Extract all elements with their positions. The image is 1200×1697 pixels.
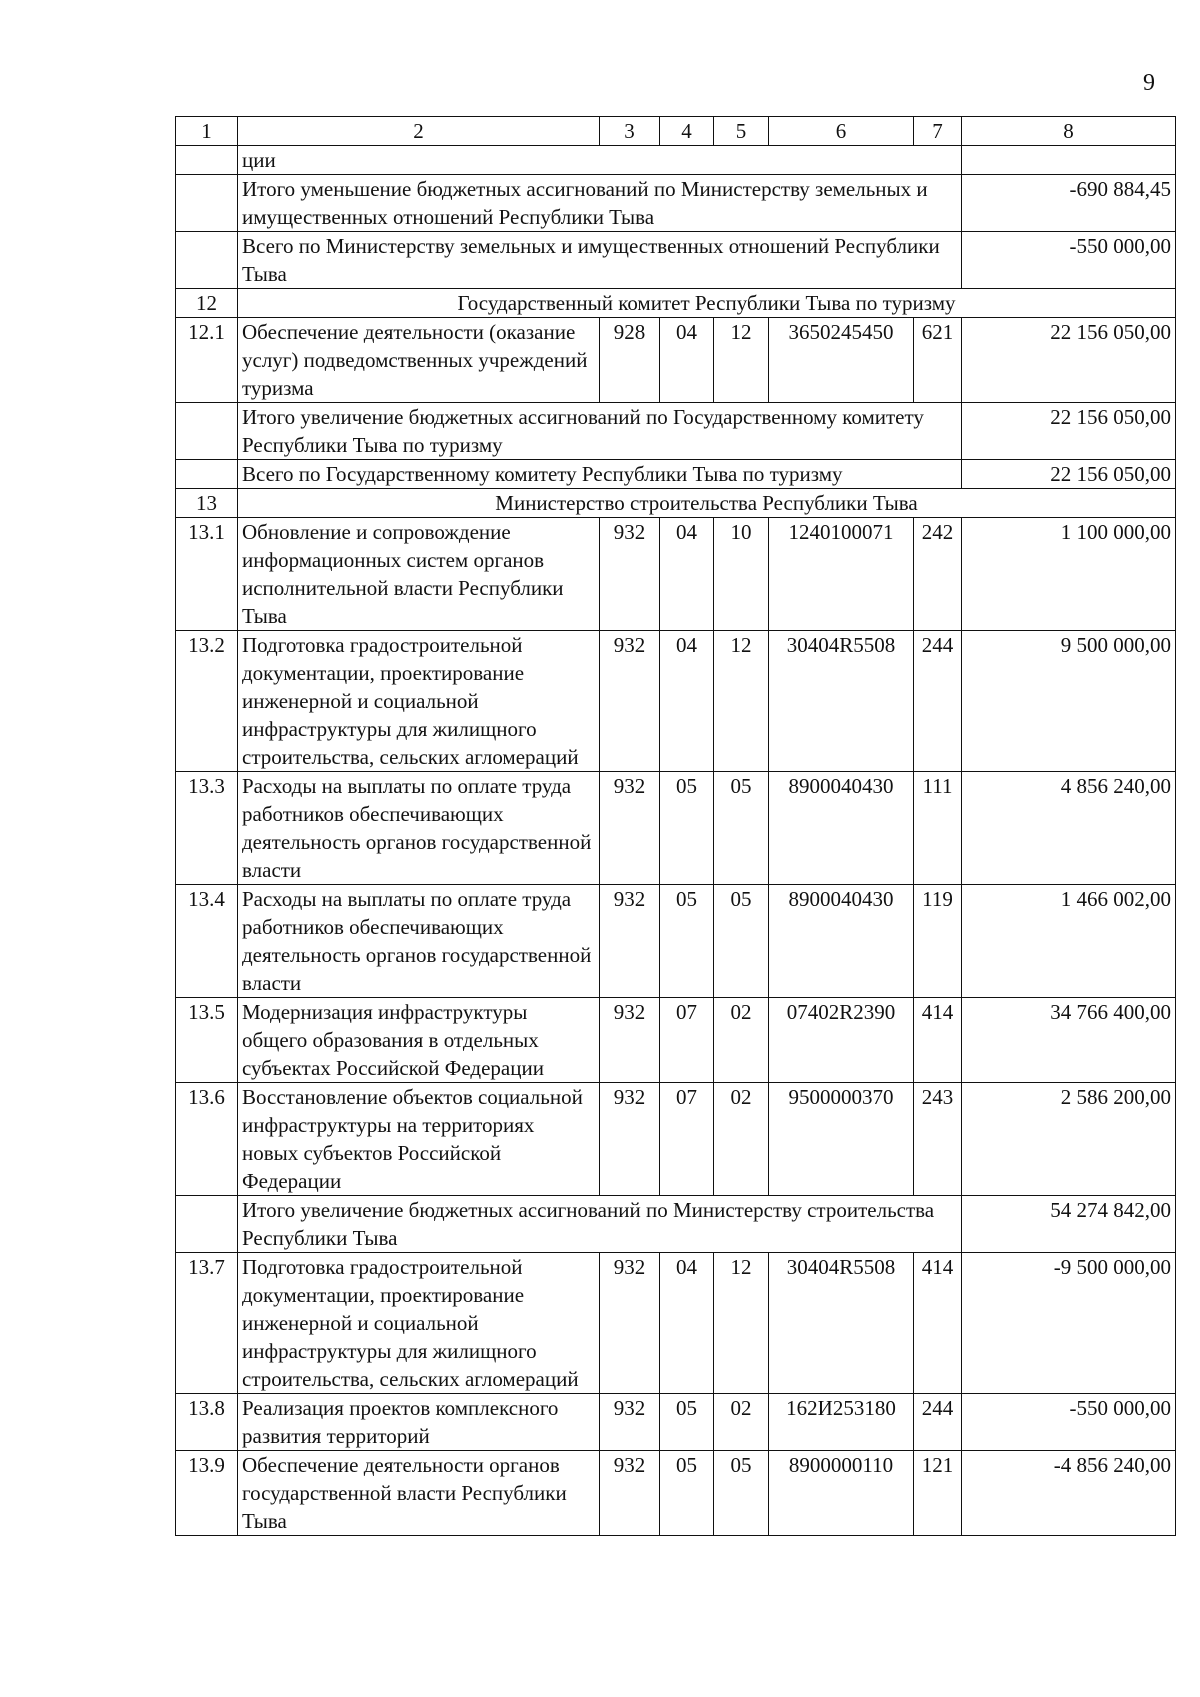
table-row — [176, 885, 1176, 998]
section-header-row — [176, 289, 1176, 318]
row-code-4: 05 — [660, 885, 714, 998]
row-code-5: 10 — [714, 518, 769, 631]
table-row — [176, 518, 1176, 631]
row-code-5: 12 — [714, 1253, 769, 1394]
row-number: 12.1 — [176, 318, 238, 403]
total-amount: 22 156 050,00 — [962, 460, 1176, 489]
column-number: 7 — [914, 117, 962, 146]
column-number: 3 — [600, 117, 660, 146]
table-row — [176, 772, 1176, 885]
section-title: Министерство строительства Республики Тыва — [238, 489, 1176, 518]
total-amount: -690 884,45 — [962, 175, 1176, 232]
row-code-3: 932 — [600, 518, 660, 631]
row-number: 13.7 — [176, 1253, 238, 1394]
total-amount: 54 274 842,00 — [962, 1196, 1176, 1253]
row-code-6: 8900000110 — [769, 1451, 914, 1536]
row-number: 13.6 — [176, 1083, 238, 1196]
row-number — [176, 175, 238, 232]
row-name: Расходы на выплаты по оплате труда работников обеспечивающих деятельность органов государственной власти — [238, 772, 600, 885]
row-code-6: 162И253180 — [769, 1394, 914, 1451]
row-code-5: 05 — [714, 1451, 769, 1536]
row-name: Расходы на выплаты по оплате труда работников обеспечивающих деятельность органов государственной власти — [238, 885, 600, 998]
row-code-5: 02 — [714, 998, 769, 1083]
row-code-5: 05 — [714, 885, 769, 998]
page-number: 9 — [1143, 70, 1155, 96]
row-name: Обновление и сопровождение информационных систем органов исполнительной власти Республики Тыва — [238, 518, 600, 631]
row-code-4: 05 — [660, 772, 714, 885]
total-row — [176, 175, 1176, 232]
total-label: Итого увеличение бюджетных ассигнований по Министерству строительства Республики Тыва — [238, 1196, 962, 1253]
row-amount: 9 500 000,00 — [962, 631, 1176, 772]
row-code-7: 244 — [914, 631, 962, 772]
row-code-5: 12 — [714, 631, 769, 772]
total-row — [176, 232, 1176, 289]
row-code-7: 621 — [914, 318, 962, 403]
row-code-4: 05 — [660, 1394, 714, 1451]
row-code-7: 414 — [914, 998, 962, 1083]
row-code-4: 05 — [660, 1451, 714, 1536]
row-code-4: 04 — [660, 518, 714, 631]
row-code-6: 9500000370 — [769, 1083, 914, 1196]
row-code-3: 932 — [600, 631, 660, 772]
row-code-4: 07 — [660, 998, 714, 1083]
budget-allocation-table — [175, 116, 1176, 1536]
row-number: 13.5 — [176, 998, 238, 1083]
row-code-4: 04 — [660, 1253, 714, 1394]
row-code-3: 932 — [600, 998, 660, 1083]
row-name: Реализация проектов комплексного развития территорий — [238, 1394, 600, 1451]
row-name: Модернизация инфраструктуры общего образования в отдельных субъектах Российской Федерации — [238, 998, 600, 1083]
row-code-7: 121 — [914, 1451, 962, 1536]
row-number: 13.9 — [176, 1451, 238, 1536]
column-number: 8 — [962, 117, 1176, 146]
section-header-row — [176, 489, 1176, 518]
total-amount: 22 156 050,00 — [962, 403, 1176, 460]
column-number: 1 — [176, 117, 238, 146]
row-code-4: 07 — [660, 1083, 714, 1196]
row-code-6: 3650245450 — [769, 318, 914, 403]
row-name: Восстановление объектов социальной инфраструктуры на территориях новых субъектов Российской Федерации — [238, 1083, 600, 1196]
row-number: 13.3 — [176, 772, 238, 885]
row-code-7: 119 — [914, 885, 962, 998]
row-code-3: 932 — [600, 1394, 660, 1451]
row-name: Подготовка градостроительной документации, проектирование инженерной и социальной инфраструктуры для жилищного строительства, сельских агломераций — [238, 1253, 600, 1394]
row-text: ции — [238, 146, 962, 175]
row-code-4: 04 — [660, 318, 714, 403]
row-code-5: 05 — [714, 772, 769, 885]
row-amount: -4 856 240,00 — [962, 1451, 1176, 1536]
row-amount: -9 500 000,00 — [962, 1253, 1176, 1394]
row-amount: 2 586 200,00 — [962, 1083, 1176, 1196]
row-code-7: 111 — [914, 772, 962, 885]
row-name: Обеспечение деятельности органов государственной власти Республики Тыва — [238, 1451, 600, 1536]
column-number: 5 — [714, 117, 769, 146]
row-number: 13.4 — [176, 885, 238, 998]
row-amount: 4 856 240,00 — [962, 772, 1176, 885]
row-amount — [962, 146, 1176, 175]
row-code-3: 928 — [600, 318, 660, 403]
total-row — [176, 1196, 1176, 1253]
total-amount: -550 000,00 — [962, 232, 1176, 289]
row-code-3: 932 — [600, 1451, 660, 1536]
row-code-6: 8900040430 — [769, 885, 914, 998]
total-label: Итого уменьшение бюджетных ассигнований по Министерству земельных и имущественных отношений Республики Тыва — [238, 175, 962, 232]
table-row — [176, 998, 1176, 1083]
row-code-7: 244 — [914, 1394, 962, 1451]
column-number: 4 — [660, 117, 714, 146]
table-row — [176, 1083, 1176, 1196]
row-code-7: 243 — [914, 1083, 962, 1196]
row-code-7: 414 — [914, 1253, 962, 1394]
total-label: Всего по Государственному комитету Республики Тыва по туризму — [238, 460, 962, 489]
column-number-row — [176, 117, 1176, 146]
table-row — [176, 631, 1176, 772]
row-code-5: 12 — [714, 318, 769, 403]
row-code-6: 8900040430 — [769, 772, 914, 885]
table-row — [176, 1451, 1176, 1536]
row-code-6: 30404R5508 — [769, 631, 914, 772]
row-number: 13.8 — [176, 1394, 238, 1451]
continuation-row — [176, 146, 1176, 175]
row-code-5: 02 — [714, 1394, 769, 1451]
row-amount: -550 000,00 — [962, 1394, 1176, 1451]
column-number: 2 — [238, 117, 600, 146]
row-number — [176, 232, 238, 289]
total-label: Всего по Министерству земельных и имущественных отношений Республики Тыва — [238, 232, 962, 289]
row-amount: 34 766 400,00 — [962, 998, 1176, 1083]
row-amount: 1 100 000,00 — [962, 518, 1176, 631]
row-code-3: 932 — [600, 885, 660, 998]
row-code-7: 242 — [914, 518, 962, 631]
table-row — [176, 318, 1176, 403]
total-row — [176, 460, 1176, 489]
row-code-3: 932 — [600, 772, 660, 885]
row-code-4: 04 — [660, 631, 714, 772]
table-row — [176, 1394, 1176, 1451]
row-code-6: 30404R5508 — [769, 1253, 914, 1394]
row-code-5: 02 — [714, 1083, 769, 1196]
section-number: 12 — [176, 289, 238, 318]
row-number — [176, 146, 238, 175]
row-number: 13.1 — [176, 518, 238, 631]
row-code-6: 07402R2390 — [769, 998, 914, 1083]
row-name: Обеспечение деятельности (оказание услуг) подведомственных учреждений туризма — [238, 318, 600, 403]
table-row — [176, 1253, 1176, 1394]
row-code-6: 1240100071 — [769, 518, 914, 631]
row-name: Подготовка градостроительной документации, проектирование инженерной и социальной инфраструктуры для жилищного строительства, сельских агломераций — [238, 631, 600, 772]
row-amount: 1 466 002,00 — [962, 885, 1176, 998]
row-code-3: 932 — [600, 1253, 660, 1394]
row-number: 13.2 — [176, 631, 238, 772]
row-amount: 22 156 050,00 — [962, 318, 1176, 403]
section-title: Государственный комитет Республики Тыва по туризму — [238, 289, 1176, 318]
total-row — [176, 403, 1176, 460]
column-number: 6 — [769, 117, 914, 146]
total-label: Итого увеличение бюджетных ассигнований по Государственному комитету Республики Тыва по туризму — [238, 403, 962, 460]
section-number: 13 — [176, 489, 238, 518]
row-code-3: 932 — [600, 1083, 660, 1196]
